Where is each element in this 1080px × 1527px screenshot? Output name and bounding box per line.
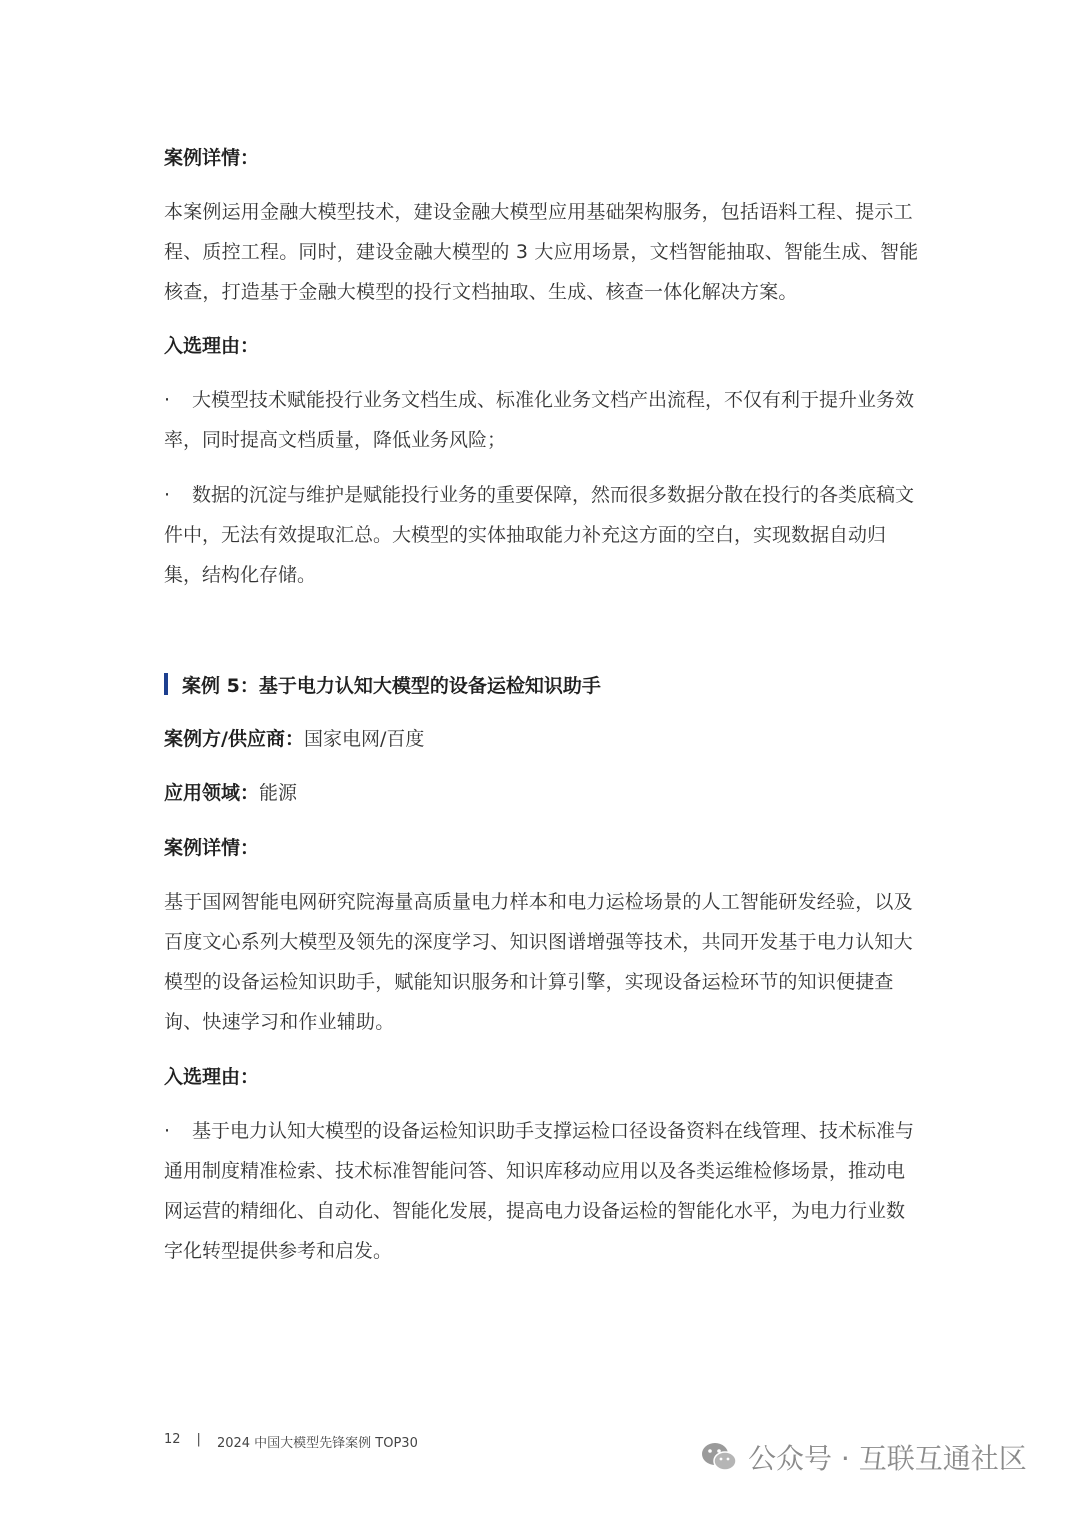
case-5-title: 案例 5：基于电力认知大模型的设备运检知识助手 bbox=[182, 674, 601, 697]
watermark-text: 公众号 · 互联互通社区 bbox=[748, 1442, 1027, 1475]
bullet-dot: · bbox=[164, 1120, 171, 1142]
details-heading-1: 案例详情： bbox=[164, 147, 260, 169]
provider-row bbox=[164, 726, 424, 752]
bullet-line: 通用制度精准检索、技术标准智能问答、知识库移动应用以及各类运维检修场景，推动电 bbox=[164, 1160, 906, 1182]
bullet-item bbox=[164, 380, 924, 460]
bullet-line: 大模型技术赋能投行业务文档生成、标准化业务文档产出流程，不仅有利于提升业务效 bbox=[192, 389, 915, 411]
page-footer bbox=[164, 1432, 418, 1451]
bullet-dot: · bbox=[164, 484, 171, 506]
provider-label: 案例方/供应商： bbox=[164, 728, 304, 750]
paragraph-line: 百度文心系列大模型及领先的深度学习、知识图谱增强等技术，共同开发基于电力认知大 bbox=[164, 931, 913, 953]
bullet-item bbox=[164, 1111, 924, 1271]
bullet-line: 字化转型提供参考和启发。 bbox=[164, 1240, 393, 1262]
reason-heading-2: 入选理由： bbox=[164, 1066, 260, 1088]
footer-doc-title: 2024 中国大模型先锋案例 TOP30 bbox=[216, 1436, 418, 1451]
domain-row bbox=[164, 780, 297, 806]
details-heading-2: 案例详情： bbox=[164, 837, 260, 859]
bullet-line: 集，结构化存储。 bbox=[164, 564, 317, 586]
bullet-dot: · bbox=[164, 389, 171, 411]
paragraph-line: 程、质控工程。同时，建设金融大模型的 3 大应用场景，文档智能抽取、智能生成、智能 bbox=[164, 241, 919, 263]
footer-separator: | bbox=[196, 1432, 201, 1447]
provider-value: 国家电网/百度 bbox=[303, 728, 425, 750]
wechat-icon bbox=[700, 1440, 738, 1474]
paragraph-line: 模型的设备运检知识助手，赋能知识服务和计算引擎，实现设备运检环节的知识便捷查 bbox=[164, 971, 894, 993]
heading-accent-bar bbox=[164, 673, 168, 695]
wechat-watermark bbox=[700, 1437, 1027, 1477]
paragraph-line: 本案例运用金融大模型技术，建设金融大模型应用基础架构服务，包括语料工程、提示工 bbox=[164, 201, 913, 223]
bullet-line: 率，同时提高文档质量，降低业务风险； bbox=[164, 429, 507, 451]
paragraph-line: 基于国网智能电网研究院海量高质量电力样本和电力运检场景的人工智能研发经验，以及 bbox=[164, 891, 913, 913]
details-paragraph-1 bbox=[164, 192, 919, 312]
details-paragraph-2 bbox=[164, 882, 916, 1042]
case-5-heading bbox=[164, 671, 601, 697]
page-number: 12 bbox=[164, 1432, 181, 1447]
bullet-item bbox=[164, 475, 924, 595]
domain-value: 能源 bbox=[259, 782, 298, 804]
bullet-line: 数据的沉淀与维护是赋能投行业务的重要保障，然而很多数据分散在投行的各类底稿文 bbox=[192, 484, 915, 506]
domain-label: 应用领域： bbox=[164, 782, 260, 804]
bullet-line: 件中，无法有效提取汇总。大模型的实体抽取能力补充这方面的空白，实现数据自动归 bbox=[164, 524, 887, 546]
paragraph-line: 询、快速学习和作业辅助。 bbox=[164, 1011, 395, 1033]
bullet-line: 基于电力认知大模型的设备运检知识助手支撑运检口径设备资料在线管理、技术标准与 bbox=[192, 1120, 915, 1142]
paragraph-line: 核查，打造基于金融大模型的投行文档抽取、生成、核查一体化解决方案。 bbox=[164, 281, 798, 303]
bullet-line: 网运营的精细化、自动化、智能化发展，提高电力设备运检的智能化水平，为电力行业数 bbox=[164, 1200, 906, 1222]
reason-heading-1: 入选理由： bbox=[164, 335, 260, 357]
